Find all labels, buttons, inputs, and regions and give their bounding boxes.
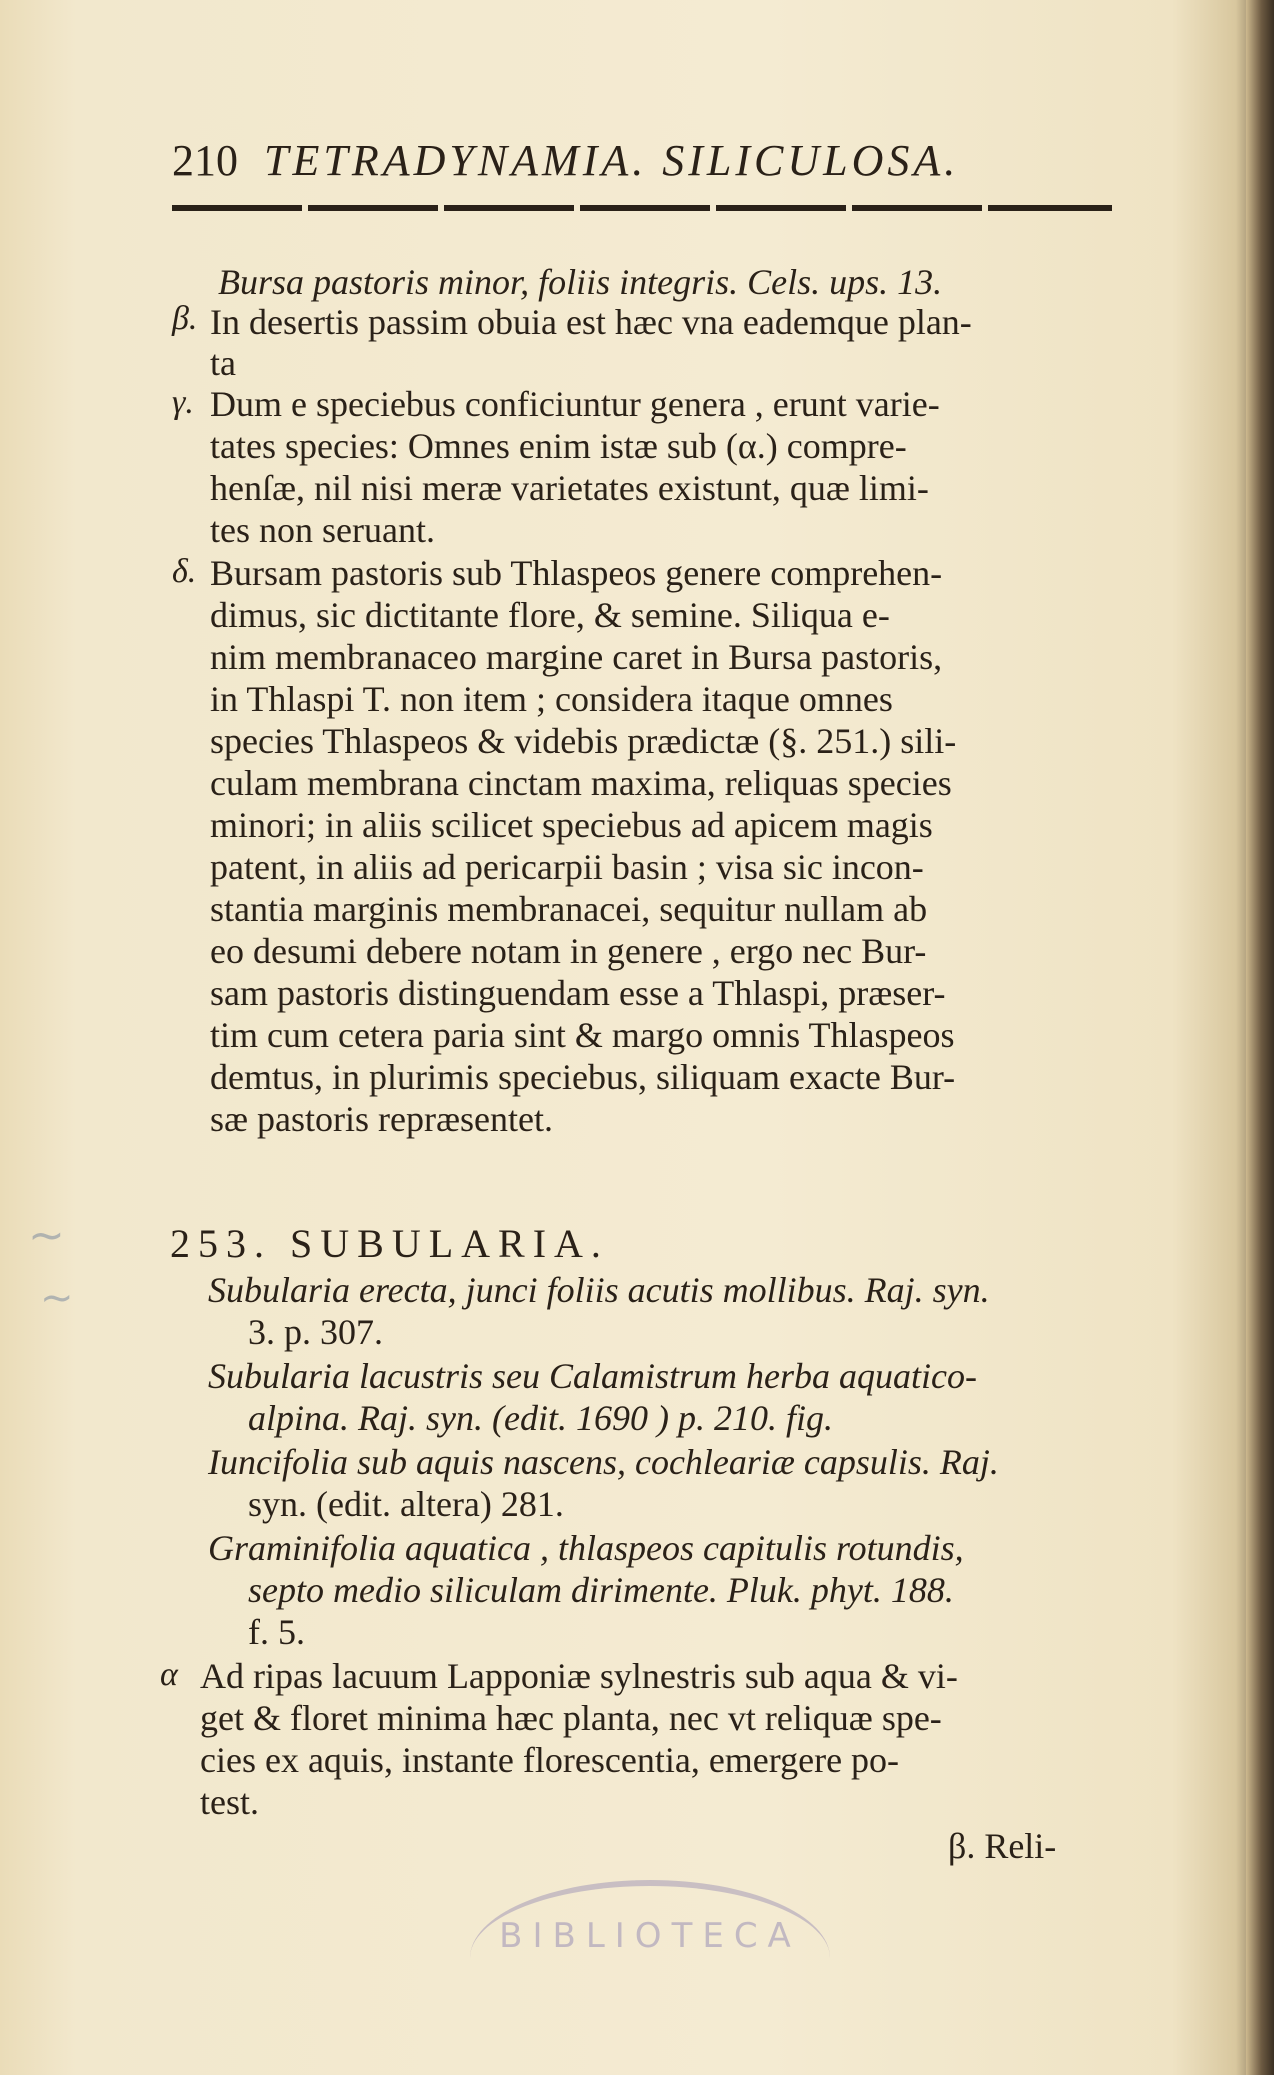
text-line: species Thlaspeos & videbis prædictæ (§. 251.) sili- bbox=[210, 721, 957, 761]
synonym-line: 3. p. 307. bbox=[248, 1312, 383, 1352]
marker-gamma: γ. bbox=[172, 384, 194, 421]
synonym-line: f. 5. bbox=[248, 1612, 305, 1652]
synonym-line: Graminifolia aquatica , thlaspeos capitulis rotundis, bbox=[208, 1528, 964, 1568]
text-line: stantia marginis membranacei, sequitur nullam ab bbox=[210, 889, 928, 929]
text-line: culam membrana cinctam maxima, reliquas species bbox=[210, 763, 952, 803]
text-line: Bursam pastoris sub Thlaspeos genere comprehen- bbox=[210, 553, 943, 593]
text-line: ta bbox=[210, 343, 236, 383]
text-line: eo desumi debere notam in genere , ergo nec Bur- bbox=[210, 931, 927, 971]
text-line: minori; in aliis scilicet speciebus ad apicem magis bbox=[210, 805, 933, 845]
page-header bbox=[172, 135, 1112, 195]
synonym-line: syn. (edit. altera) 281. bbox=[248, 1484, 564, 1524]
text-line: in Thlaspi T. non item ; considera itaque omnes bbox=[210, 679, 893, 719]
text-line: Ad ripas lacuum Lapponiæ sylnestris sub aqua & vi- bbox=[200, 1656, 958, 1696]
text-line: henſæ, nil nisi meræ varietates existunt, quæ limi- bbox=[210, 468, 929, 508]
section-heading: 253. SUBULARIA. bbox=[170, 1221, 609, 1266]
text-line: patent, in aliis ad pericarpii basin ; visa sic incon- bbox=[210, 847, 924, 887]
marker-beta: β. bbox=[172, 300, 198, 337]
pencil-note: ~ bbox=[28, 1210, 65, 1261]
text-line: In desertis passim obuia est hæc vna eademque plan- bbox=[210, 302, 972, 342]
running-head: TETRADYNAMIA. SILICULOSA. bbox=[264, 136, 960, 185]
text-line: tim cum cetera paria sint & margo omnis Thlaspeos bbox=[210, 1015, 955, 1055]
text-line: Dum e speciebus conficiuntur genera , erunt varie- bbox=[210, 384, 940, 424]
text-line: Bursa pastoris minor, foliis integris. Cels. ups. 13. bbox=[218, 262, 943, 302]
text-line: nim membranaceo margine caret in Bursa pastoris, bbox=[210, 637, 943, 677]
pencil-note: ~ bbox=[40, 1275, 74, 1321]
text-line: dimus, sic dictitante flore, & semine. Siliqua e- bbox=[210, 595, 890, 635]
library-stamp: BIBLIOTECA bbox=[470, 1880, 830, 2036]
text-line: cies ex aquis, instante florescentia, emergere po- bbox=[200, 1740, 900, 1780]
catchword: β. Reli- bbox=[948, 1826, 1057, 1866]
text-line: sam pastoris distinguendam esse a Thlaspi, præser- bbox=[210, 973, 946, 1013]
synonym-line: Subularia lacustris seu Calamistrum herba aquatico- bbox=[208, 1356, 978, 1396]
synonym-line: septo medio siliculam dirimente. Pluk. phyt. 188. bbox=[248, 1570, 954, 1610]
text-line: demtus, in plurimis speciebus, siliquam exacte Bur- bbox=[210, 1057, 956, 1097]
text-line: test. bbox=[200, 1782, 259, 1822]
synonym-line: Iuncifolia sub aquis nascens, cochleariæ capsulis. Raj. bbox=[208, 1442, 999, 1482]
page-number: 210 bbox=[172, 136, 238, 185]
text-line: sæ pastoris repræsentet. bbox=[210, 1099, 553, 1139]
text-line: tes non seruant. bbox=[210, 510, 435, 550]
header-rule bbox=[172, 205, 1112, 211]
text-line: get & floret minima hæc planta, nec vt reliquæ spe- bbox=[200, 1698, 942, 1738]
synonym-line: alpina. Raj. syn. (edit. 1690 ) p. 210. fig. bbox=[248, 1398, 833, 1438]
page-edge bbox=[1246, 0, 1274, 2075]
synonym-line: Subularia erecta, junci foliis acutis mollibus. Raj. syn. bbox=[208, 1270, 990, 1310]
marker-alpha: α bbox=[160, 1656, 178, 1693]
text-line: tates species: Omnes enim istæ sub (α.) compre- bbox=[210, 426, 907, 466]
marker-delta: δ. bbox=[172, 553, 197, 590]
